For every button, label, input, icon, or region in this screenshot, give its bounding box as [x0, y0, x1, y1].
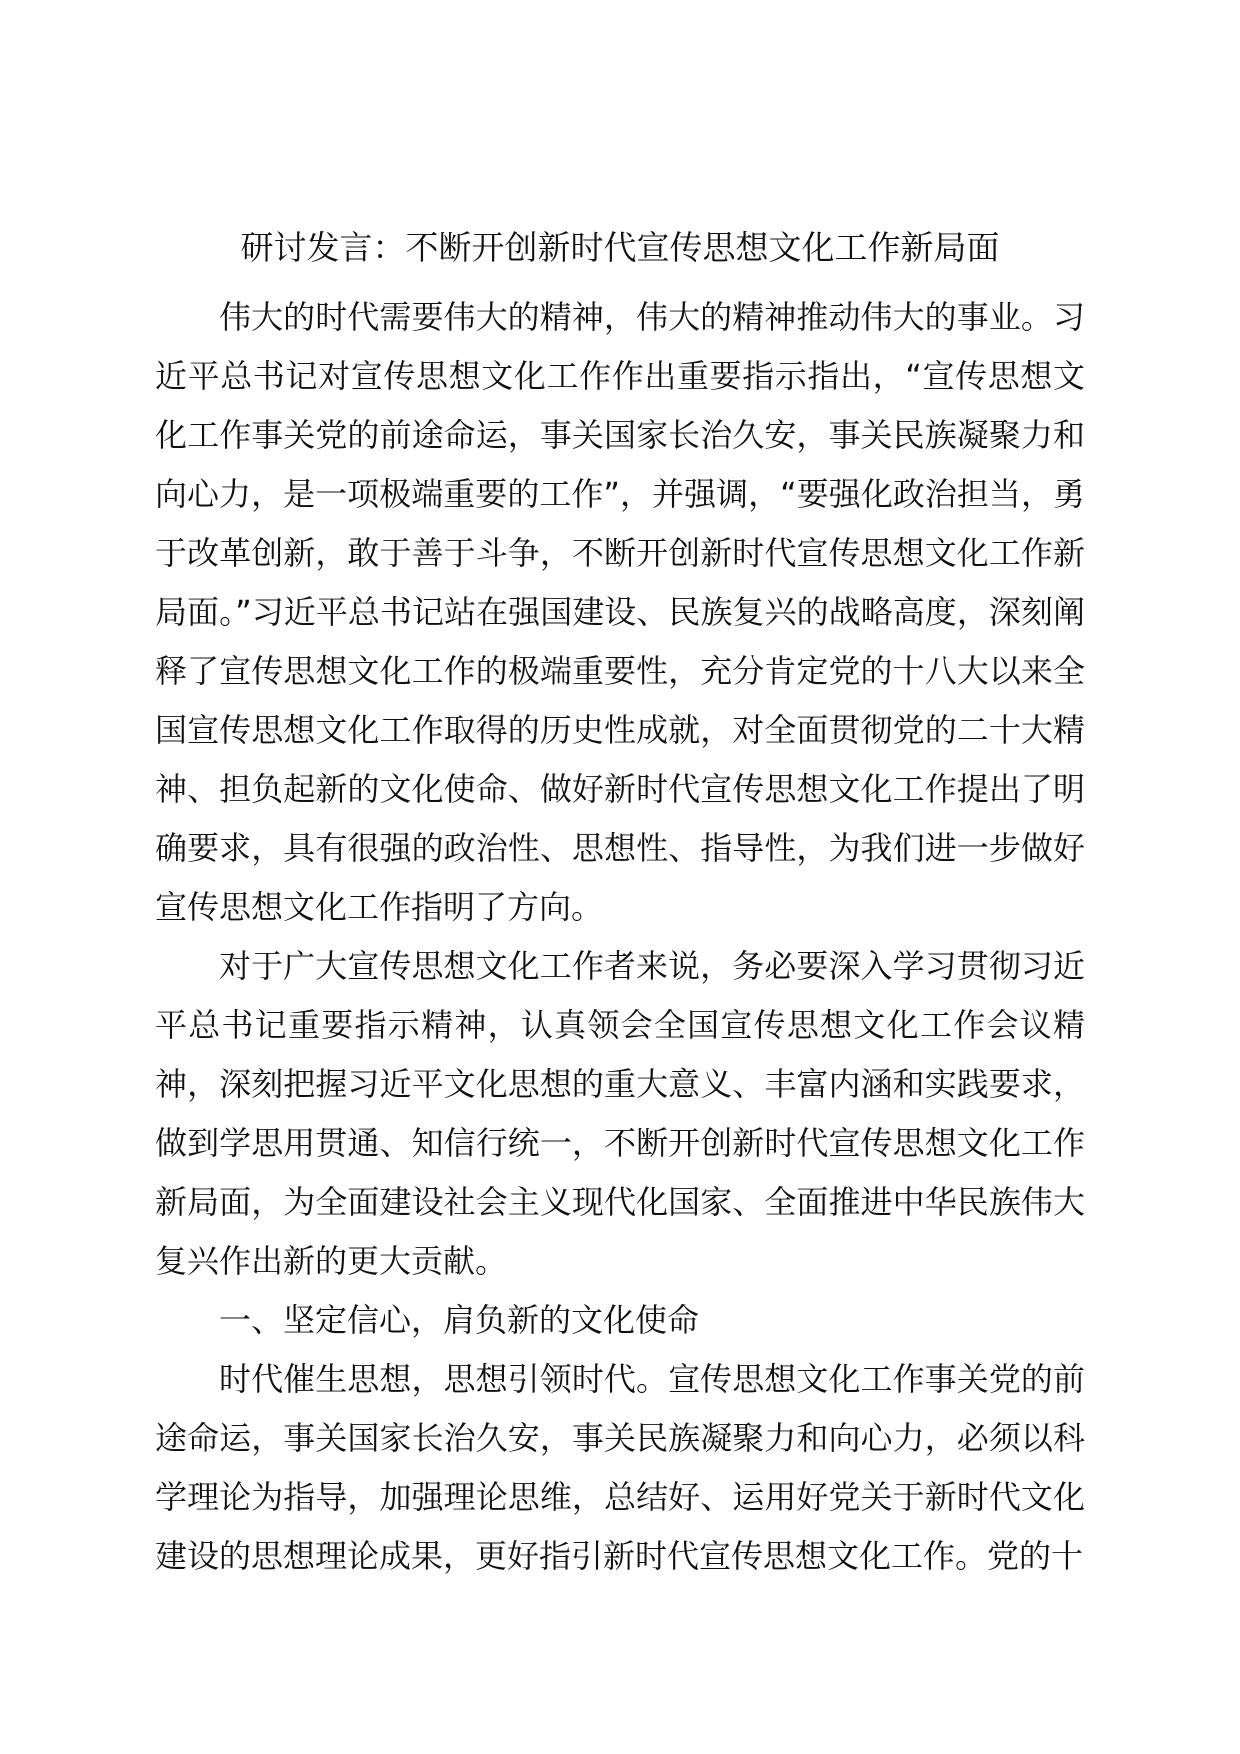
paragraph-section-one: 时代催生思想，思想引领时代。宣传思想文化工作事关党的前途命运，事关国家长治久安，事关民族凝聚力和向心力，必须以科学理论为指导，加强理论思维，总结好、运用好党关于新时代文化建设的思想理论成果，更好指引新时代宣传思想文化工作。党的十 — [155, 1360, 1085, 1575]
paragraph-intro: 伟大的时代需要伟大的精神，伟大的精神推动伟大的事业。习近平总书记对宣传思想文化工作作出重要指示指出，“宣传思想文化工作事关党的前途命运，事关国家长治久安，事关民族凝聚力和向心力，是一项极端重要的工作”，并强调，“要强化政治担当，勇于改革创新，敢于善于斗争，不断开创新时代宣传思想文化工作新局面。”习近平总书记站在强国建设、民族复兴的战略高度，深刻阐释了宣传思想文化工作的极端重要性，充分肯定党的十八大以来全国宣传思想文化工作取得的历史性成就，对全面贯彻党的二十大精神、担负起新的文化使命、做好新时代宣传思想文化工作提出了明确要求，具有很强的政治性、思想性、指导性，为我们进一步做好宣传思想文化工作指明了方向。 — [155, 298, 1085, 926]
paragraph-call-to-action: 对于广大宣传思想文化工作者来说，务必要深入学习贯彻习近平总书记重要指示精神，认真领会全国宣传思想文化工作会议精神，深刻把握习近平文化思想的重大意义、丰富内涵和实践要求，做到学思用贯通、知信行统一，不断开创新时代宣传思想文化工作新局面，为全面建设社会主义现代化国家、全面推进中华民族伟大复兴作出新的更大贡献。 — [155, 947, 1085, 1280]
document-body — [155, 288, 1085, 1586]
document-title: 研讨发言：不断开创新时代宣传思想文化工作新局面 — [240, 228, 1000, 267]
section-heading-one: 一、坚定信心，肩负新的文化使命 — [219, 1301, 700, 1339]
